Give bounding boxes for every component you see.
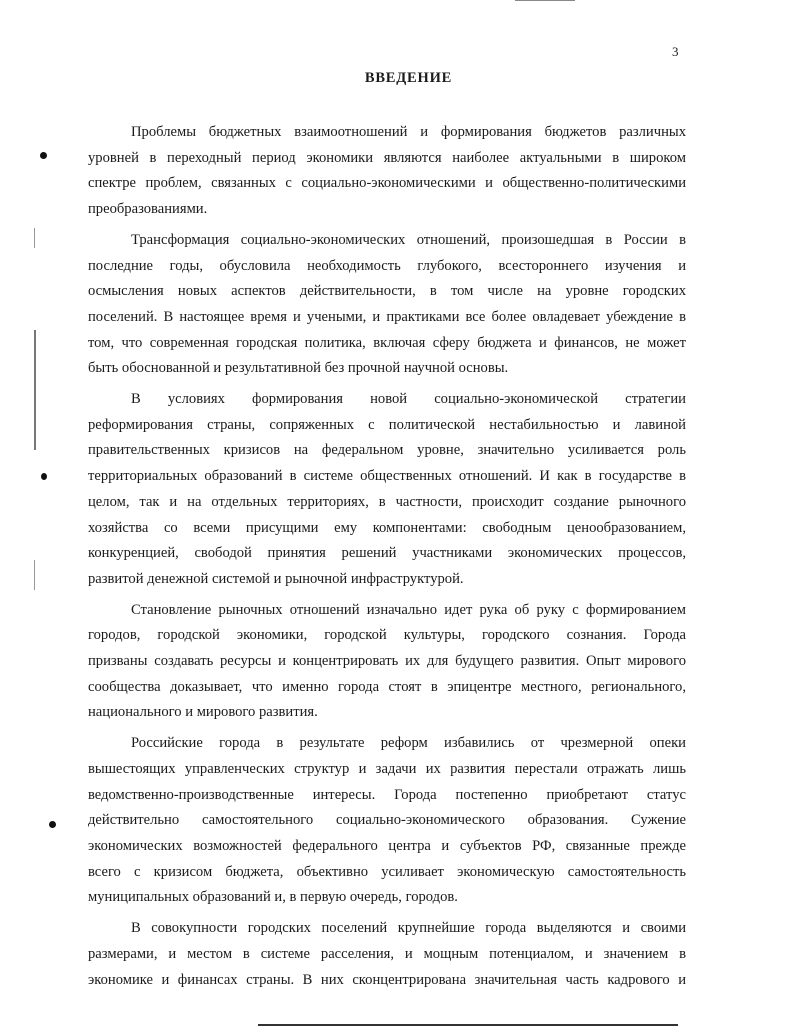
text-line: сообщества доказывает, что именно города стоят в эпицентре местного, регионального, bbox=[88, 678, 686, 695]
text-line: национального и мирового развития. bbox=[88, 704, 318, 721]
text-line: преобразованиями. bbox=[88, 201, 208, 218]
text-line: ведомственно-производственные интересы. Города постепенно приобретают статус bbox=[88, 786, 686, 803]
paragraph bbox=[88, 120, 686, 223]
text-line: действительно самостоятельного социально-экономического образования. Сужение bbox=[88, 812, 686, 829]
scan-dot-3 bbox=[49, 821, 56, 828]
text-line: уровней в переходный период экономики являются наиболее актуальными в широком bbox=[88, 149, 686, 166]
paragraph bbox=[88, 598, 686, 727]
document-body bbox=[88, 120, 686, 993]
text-line: спектре проблем, связанных с социально-экономическими и общественно-политическими bbox=[88, 175, 686, 192]
paragraph bbox=[88, 731, 686, 911]
text-line: осмысления новых аспектов действительности, в том числе на уровне городских bbox=[88, 283, 686, 300]
paragraph bbox=[88, 228, 686, 382]
scan-artifact-bottom bbox=[258, 1024, 678, 1026]
text-line: экономических возможностей федерального центра и субъектов РФ, связанные прежде bbox=[88, 837, 686, 854]
text-line: хозяйства со всеми присущими ему компонентами: свободным ценообразованием, bbox=[88, 519, 686, 536]
scan-artifact-top bbox=[515, 0, 575, 1]
text-line: Проблемы бюджетных взаимоотношений и формирования бюджетов различных bbox=[131, 124, 686, 140]
text-line: конкуренцией, свободой принятия решений участниками экономических процессов, bbox=[88, 545, 686, 562]
page-title: ВВЕДЕНИЕ bbox=[364, 70, 453, 86]
text-line: поселений. В настоящее время и учеными, и практиками все более овладевает убеждение в bbox=[88, 308, 686, 325]
text-line: Российские города в результате реформ избавились от чрезмерной опеки bbox=[131, 735, 686, 752]
text-line: В совокупности городских поселений крупнейшие города выделяются и своими bbox=[131, 920, 686, 937]
text-line: Становление рыночных отношений изначально идет рука об руку с формированием bbox=[131, 601, 686, 618]
text-line: размерами, и местом в системе расселения, и мощным потенциалом, и значением в bbox=[88, 945, 686, 962]
paragraph bbox=[88, 387, 686, 593]
scan-dot-1 bbox=[40, 152, 47, 159]
text-line: развитой денежной системой и рыночной инфраструктурой. bbox=[88, 570, 464, 587]
text-line: городов, городской экономики, городской культуры, городского сознания. Города bbox=[88, 627, 686, 644]
paragraph bbox=[88, 916, 686, 993]
text-line: быть обоснованной и результативной без прочной научной основы. bbox=[88, 360, 509, 377]
text-line: В условиях формирования новой социально-экономической стратегии bbox=[131, 391, 686, 408]
text-line: последние годы, обусловила необходимость глубокого, всестороннего изучения и bbox=[88, 257, 686, 274]
text-line: реформирования страны, сопряженных с политической нестабильностью и лавиной bbox=[88, 416, 686, 433]
text-line: правительственных кризисов на федеральном уровне, значительно усиливается роль bbox=[88, 442, 686, 459]
scan-artifact-margin-1 bbox=[34, 228, 35, 248]
text-line: всего с кризисом бюджета, объективно усиливает экономическую самостоятельность bbox=[88, 863, 686, 880]
text-line: том, что современная городская политика, включая сферу бюджета и финансов, не может bbox=[88, 334, 686, 351]
scan-artifact-margin-3 bbox=[34, 560, 35, 590]
page-number: 3 bbox=[672, 44, 679, 59]
text-line: муниципальных образований и, в первую очередь, городов. bbox=[88, 889, 458, 906]
text-line: экономике и финансах страны. В них сконцентрирована значительная часть кадрового и bbox=[88, 971, 686, 988]
text-line: территориальных образований в системе общественных отношений. И как в государстве в bbox=[88, 468, 686, 485]
scan-artifact-margin-2 bbox=[34, 330, 36, 450]
text-line: целом, так и на отдельных территориях, в частности, происходит создание рыночного bbox=[88, 493, 686, 510]
text-line: призваны создавать ресурсы и концентрировать их для будущего развития. Опыт мирового bbox=[88, 653, 686, 670]
text-line: вышестоящих управленческих структур и задачи их развития перестали отражать лишь bbox=[88, 760, 686, 777]
scan-dot-2 bbox=[41, 473, 47, 480]
text-line: Трансформация социально-экономических отношений, произошедшая в России в bbox=[131, 231, 686, 248]
